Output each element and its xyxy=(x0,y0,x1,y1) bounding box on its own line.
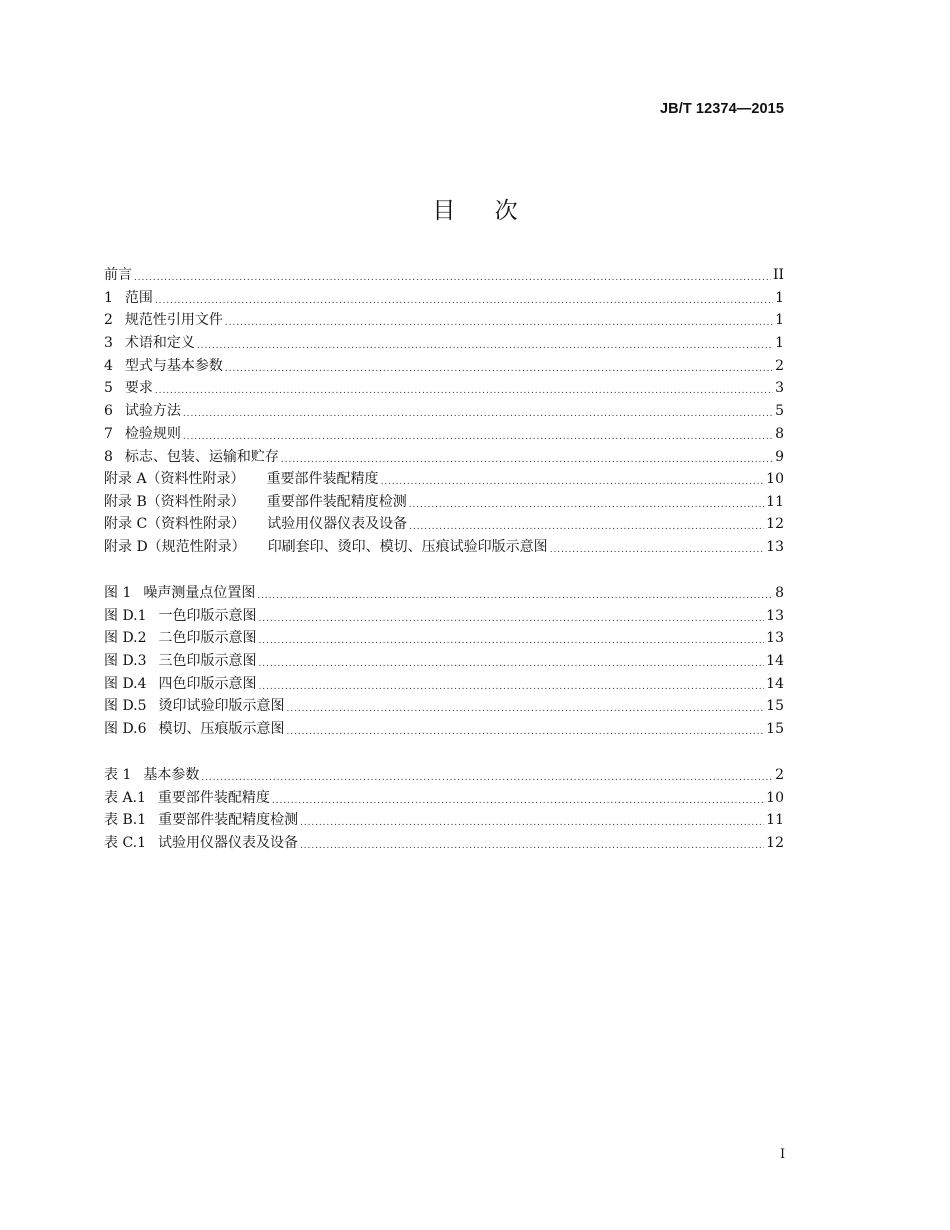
page-title xyxy=(0,192,950,225)
toc-entry-title: 二色印版示意图 xyxy=(158,630,257,647)
toc-entry[interactable] xyxy=(104,627,784,650)
toc-entry-page: 14 xyxy=(766,653,784,670)
toc-entry-label xyxy=(104,491,407,511)
toc-entry[interactable] xyxy=(104,764,784,787)
toc-entry-label xyxy=(104,673,257,693)
toc-entry-number: 6 xyxy=(104,403,113,420)
toc-entry-number: 2 xyxy=(104,312,113,329)
toc-entry[interactable] xyxy=(104,287,784,310)
toc-entry-title: 重要部件装配精度 xyxy=(266,471,379,487)
toc-entry-page: 15 xyxy=(766,698,784,715)
toc-entry-label xyxy=(104,627,257,647)
toc-entry[interactable] xyxy=(104,355,784,378)
toc-entry[interactable] xyxy=(104,309,784,332)
toc-entry-number: 3 xyxy=(104,335,113,352)
toc-entry-page: 13 xyxy=(766,630,784,647)
leader-dots xyxy=(300,836,764,850)
leader-dots xyxy=(281,450,773,464)
toc-entry-number: 7 xyxy=(104,425,113,442)
title-part-2: 次 xyxy=(494,198,518,224)
toc-entry-title: 模切、压痕版示意图 xyxy=(158,721,285,738)
toc-tables xyxy=(104,764,784,855)
toc-entry-label xyxy=(104,423,181,443)
toc-entry-title: 试验方法 xyxy=(124,403,181,420)
leader-dots xyxy=(225,359,773,373)
toc-entry-title: 前言 xyxy=(104,267,132,283)
toc-entry-page: 12 xyxy=(766,835,784,852)
leader-dots xyxy=(134,268,771,282)
toc-entry-title: 试验用仪器仪表及设备 xyxy=(267,516,408,533)
toc-entry[interactable] xyxy=(104,536,784,559)
leader-dots xyxy=(201,768,773,782)
toc-entry-page: 1 xyxy=(775,289,784,306)
leader-dots xyxy=(257,586,773,600)
toc-entry[interactable] xyxy=(104,650,784,673)
toc-entry-number: 图 D.3 xyxy=(104,653,147,670)
toc-entry-page: 1 xyxy=(775,335,784,352)
leader-dots xyxy=(550,540,764,554)
leader-dots xyxy=(259,654,765,668)
toc-entry-title: 印刷套印、烫印、模切、压痕试验印版示意图 xyxy=(267,539,548,556)
toc-entry-label xyxy=(104,264,132,284)
toc-entry-number: 附录 C（资料性附录） xyxy=(104,516,246,533)
toc-entry-page: 15 xyxy=(766,721,784,738)
toc-entry-number: 4 xyxy=(104,357,113,374)
toc-entry-title: 重要部件装配精度 xyxy=(157,789,270,806)
toc-entry-label xyxy=(104,446,279,466)
toc-entry-label xyxy=(104,695,285,715)
leader-dots xyxy=(409,517,764,531)
toc-entry[interactable] xyxy=(104,423,784,446)
toc-entry-title: 重要部件装配精度检测 xyxy=(266,493,407,510)
toc-entry-number: 1 xyxy=(104,289,113,306)
leader-dots xyxy=(225,313,773,327)
toc-entry-page: 2 xyxy=(775,357,784,374)
toc-entry[interactable] xyxy=(104,605,784,628)
toc-entry-label xyxy=(104,513,407,533)
toc-entry-page: 10 xyxy=(766,471,784,487)
toc-entry-label xyxy=(104,468,379,488)
toc-entry-label xyxy=(104,809,298,829)
toc-entry-label xyxy=(104,287,153,307)
toc-entry-label xyxy=(104,650,257,670)
leader-dots xyxy=(300,813,764,827)
toc-entry-number: 8 xyxy=(104,448,113,465)
toc-entry-number: 表 A.1 xyxy=(104,789,146,806)
leader-dots xyxy=(183,427,773,441)
toc-entry-number: 表 1 xyxy=(104,767,132,783)
toc-entry-page: 5 xyxy=(775,403,784,420)
toc-entry-page: 13 xyxy=(766,539,784,556)
toc-entry-label xyxy=(104,718,285,738)
toc-sections xyxy=(104,264,784,468)
toc-entry-title: 四色印版示意图 xyxy=(158,675,257,692)
toc-entry-page: 11 xyxy=(766,493,784,510)
toc-entry-title: 基本参数 xyxy=(143,767,200,783)
toc-entry-number: 附录 A（资料性附录） xyxy=(104,471,245,487)
toc-entry-title: 检验规则 xyxy=(124,425,181,442)
toc-entry-title: 重要部件装配精度检测 xyxy=(158,812,299,829)
title-part-1: 目 xyxy=(432,198,456,224)
toc-entry[interactable] xyxy=(104,673,784,696)
toc-entry-label xyxy=(104,332,195,352)
leader-dots xyxy=(259,609,765,623)
toc-entry-title: 范围 xyxy=(124,289,153,306)
leader-dots xyxy=(272,791,764,805)
toc-entry[interactable] xyxy=(104,400,784,423)
toc-entry-page: 10 xyxy=(766,789,784,806)
toc-entry[interactable] xyxy=(104,264,784,287)
toc-entry-title: 术语和定义 xyxy=(124,335,195,352)
leader-dots xyxy=(409,495,764,509)
toc-entry-page: 12 xyxy=(766,516,784,533)
toc-figures xyxy=(104,582,784,741)
toc-entry-title: 噪声测量点位置图 xyxy=(143,585,256,601)
toc-entry-number: 图 D.6 xyxy=(104,721,147,738)
toc-entry-number: 表 C.1 xyxy=(104,835,147,852)
leader-dots xyxy=(183,404,773,418)
toc-entry-title: 试验用仪器仪表及设备 xyxy=(158,835,299,852)
toc-entry-page: 14 xyxy=(766,675,784,692)
toc-entry[interactable] xyxy=(104,332,784,355)
toc-entry[interactable] xyxy=(104,832,784,855)
toc-entry-number: 附录 D（规范性附录） xyxy=(104,539,246,556)
toc-entry-label xyxy=(104,787,270,807)
toc-entry-title: 标志、包装、运输和贮存 xyxy=(124,448,279,465)
toc-entry-page: 3 xyxy=(775,380,784,397)
toc-entry-title: 规范性引用文件 xyxy=(124,312,223,329)
toc-entry[interactable] xyxy=(104,513,784,536)
toc-entry-title: 烫印试验印版示意图 xyxy=(158,698,285,715)
toc-entry-label xyxy=(104,400,181,420)
toc-entry-label xyxy=(104,536,548,556)
toc-entry-page: 1 xyxy=(775,312,784,329)
toc-entry[interactable] xyxy=(104,377,784,400)
toc-entry-page: 11 xyxy=(766,812,784,829)
toc-entry[interactable] xyxy=(104,468,784,491)
leader-dots xyxy=(259,631,765,645)
toc-entry-label xyxy=(104,377,153,397)
toc-entry-number: 5 xyxy=(104,380,113,397)
toc-entry-number: 图 1 xyxy=(104,585,132,601)
leader-dots xyxy=(287,722,765,736)
leader-dots xyxy=(287,699,765,713)
toc-entry-label xyxy=(104,582,255,602)
toc-entry-label xyxy=(104,355,223,375)
toc-entry-label xyxy=(104,309,223,329)
toc-entry-number: 表 B.1 xyxy=(104,812,147,829)
leader-dots xyxy=(155,291,773,305)
toc-entry-page: 13 xyxy=(766,607,784,624)
toc-appendices xyxy=(104,468,784,559)
toc-entry-number: 图 D.2 xyxy=(104,630,147,647)
toc-entry[interactable] xyxy=(104,491,784,514)
toc-entry-page: II xyxy=(772,267,784,283)
toc-entry[interactable] xyxy=(104,582,784,605)
leader-dots xyxy=(381,472,765,486)
standard-number: JB/T 12374—2015 xyxy=(659,101,784,117)
toc-entry[interactable] xyxy=(104,787,784,810)
page-number: I xyxy=(780,1147,786,1162)
toc-entry-title: 三色印版示意图 xyxy=(158,653,257,670)
toc-entry-label xyxy=(104,832,298,852)
toc-entry[interactable] xyxy=(104,718,784,741)
toc-entry-page: 8 xyxy=(775,425,784,442)
toc-entry-number: 图 D.5 xyxy=(104,698,147,715)
toc-entry[interactable] xyxy=(104,446,784,469)
leader-dots xyxy=(155,381,773,395)
toc-entry-page: 2 xyxy=(775,767,784,783)
toc-entry[interactable] xyxy=(104,695,784,718)
toc-entry-title: 要求 xyxy=(124,380,153,397)
toc-entry-page: 9 xyxy=(775,448,784,465)
toc-entry-title: 型式与基本参数 xyxy=(124,357,223,374)
toc-entry-number: 图 D.4 xyxy=(104,675,147,692)
leader-dots xyxy=(197,336,773,350)
toc-entry[interactable] xyxy=(104,809,784,832)
toc-entry-number: 附录 B（资料性附录） xyxy=(104,493,245,510)
toc-entry-label xyxy=(104,605,257,625)
toc-entry-page: 8 xyxy=(775,585,784,601)
toc-entry-label xyxy=(104,764,199,784)
leader-dots xyxy=(259,677,765,691)
toc-entry-title: 一色印版示意图 xyxy=(158,607,257,624)
toc-entry-number: 图 D.1 xyxy=(104,607,147,624)
